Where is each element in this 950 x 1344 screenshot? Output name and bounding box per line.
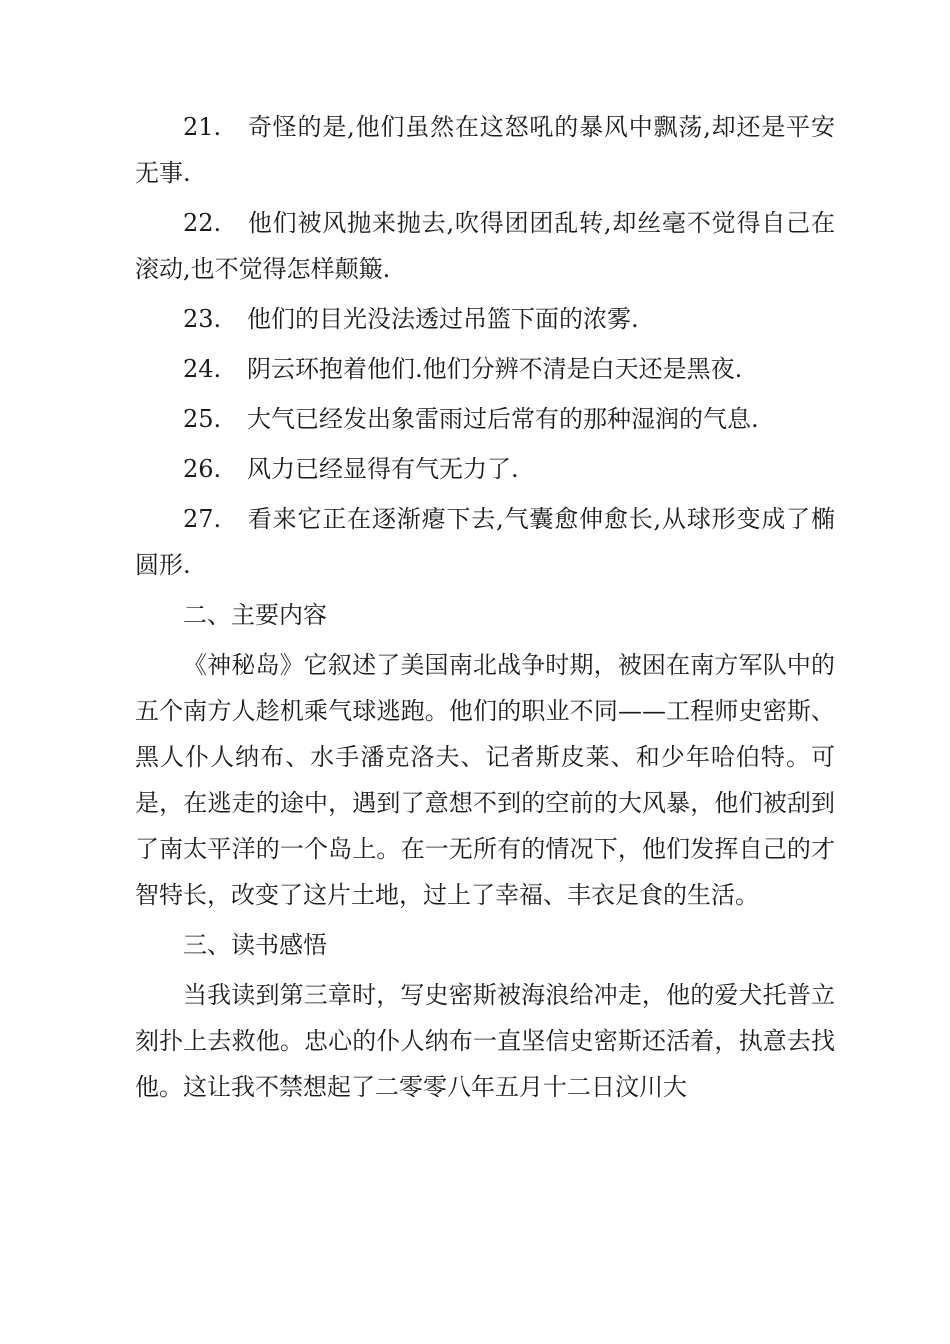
sentence-number: 21.	[183, 113, 222, 141]
sentence-text: 阴云环抱着他们.他们分辨不清是白天还是黑夜.	[247, 355, 743, 383]
numbered-sentence-21	[135, 104, 835, 196]
sentence-number: 24.	[183, 355, 222, 383]
sentence-text: 风力已经显得有气无力了.	[247, 455, 519, 483]
numbered-sentence-27	[135, 496, 835, 588]
numbered-sentence-25	[135, 396, 835, 442]
sentence-text: 他们的目光没法透过吊篮下面的浓雾.	[247, 305, 639, 333]
sentence-text: 他们被风抛来抛去,吹得团团乱转,却丝毫不觉得自己在滚动,也不觉得怎样颠簸.	[135, 209, 835, 283]
sentence-number: 25.	[183, 405, 222, 433]
section-heading-summary: 二、主要内容	[183, 601, 327, 629]
document-body	[135, 104, 835, 1114]
sentence-text: 大气已经发出象雷雨过后常有的那种湿润的气息.	[247, 405, 759, 433]
numbered-sentence-23	[135, 296, 835, 342]
sentence-number: 23.	[183, 305, 222, 333]
sentence-number: 22.	[183, 209, 222, 237]
summary-paragraph: 《神秘岛》它叙述了美国南北战争时期，被困在南方军队中的五个南方人趁机乘气球逃跑。他们的职业不同——工程师史密斯、黑人仆人纳布、水手潘克洛夫、记者斯皮莱、和少年哈伯特。可是，在逃走的途中，遇到了意想不到的空前的大风暴，他们被刮到了南太平洋的一个岛上。在一无所有的情况下，他们发挥自己的才智特长，改变了这片土地，过上了幸福、丰衣足食的生活。	[135, 651, 835, 909]
numbered-sentence-26	[135, 446, 835, 492]
section-heading-reflection: 三、读书感悟	[183, 931, 327, 959]
numbered-sentence-24	[135, 346, 835, 392]
sentence-number: 26.	[183, 455, 222, 483]
numbered-sentence-22	[135, 200, 835, 292]
sentence-text: 看来它正在逐渐瘪下去,气囊愈伸愈长,从球形变成了椭圆形.	[135, 505, 835, 579]
sentence-text: 奇怪的是,他们虽然在这怒吼的暴风中飘荡,却还是平安无事.	[135, 113, 835, 187]
sentence-number: 27.	[183, 505, 222, 533]
reflection-paragraph: 当我读到第三章时，写史密斯被海浪给冲走，他的爱犬托普立刻扑上去救他。忠心的仆人纳布一直坚信史密斯还活着，执意去找他。这让我不禁想起了二零零八年五月十二日汶川大	[135, 981, 835, 1101]
